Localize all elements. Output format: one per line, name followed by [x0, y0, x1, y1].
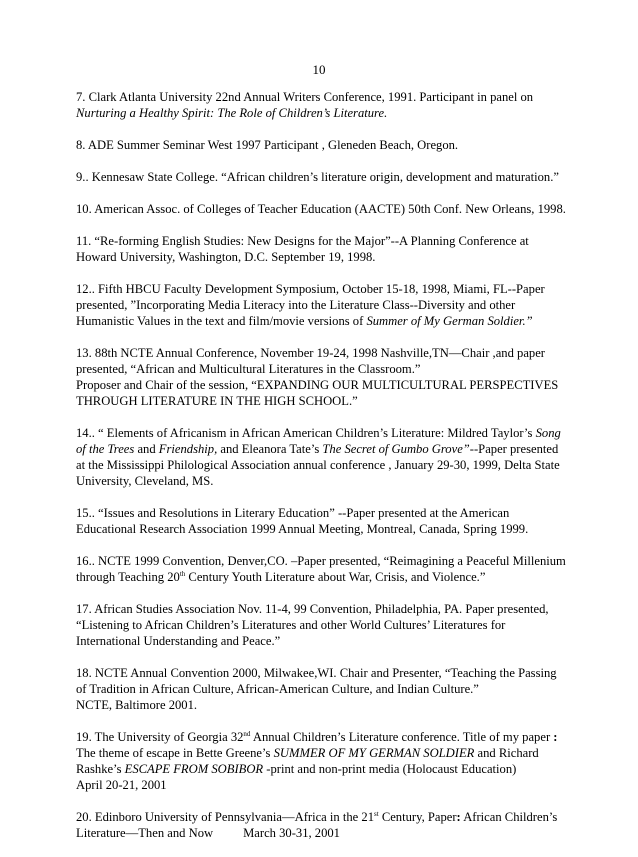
list-item — [76, 89, 566, 121]
text-segment: March 30-31, 2001 — [243, 826, 340, 840]
text-line — [76, 729, 566, 745]
list-item — [76, 201, 566, 217]
text-line — [76, 393, 566, 409]
text-segment: 9.. Kennesaw State College. “African children’s literature origin, development and maturation.” — [76, 170, 559, 184]
list-item — [76, 233, 566, 265]
list-item — [76, 345, 566, 409]
text-segment: presented, ”Incorporating Media Literacy into the Literature Class--Diversity and other — [76, 298, 516, 312]
text-line — [76, 105, 566, 121]
text-segment: 18. NCTE Annual Convention 2000, Milwakee,WI. Chair and Presenter, “Teaching the Passing — [76, 666, 557, 680]
italic-title: of the Trees — [76, 442, 135, 456]
text-line — [76, 233, 566, 249]
text-segment: at the Mississippi Philological Association annual conference , January 29-30, 1999, Delta State — [76, 458, 560, 472]
italic-title: Nurturing a Healthy Spirit: The Role of Children’s Literature. — [76, 106, 388, 120]
text-line — [76, 249, 566, 265]
list-item — [76, 553, 566, 585]
text-segment: of Tradition in African Culture, African-American Culture, and Indian Culture.” — [76, 682, 479, 696]
text-segment: 12.. Fifth HBCU Faculty Development Symposium, October 15-18, 1998, Miami, FL--Paper — [76, 282, 545, 296]
text-segment: International Understanding and Peace.” — [76, 634, 281, 648]
text-line — [76, 345, 566, 361]
superscript: nd — [243, 729, 251, 738]
text-segment: presented, “African and Multicultural Literatures in the Classroom.” — [76, 362, 421, 376]
text-segment: University, Cleveland, MS. — [76, 474, 214, 488]
text-segment: The theme of escape in Bette Greene’s — [76, 746, 274, 760]
list-item — [76, 281, 566, 329]
text-line — [76, 569, 566, 585]
list-item — [76, 169, 566, 185]
text-segment: 14.. “ Elements of Africanism in African American Children’s Literature: Mildred Taylor’s — [76, 426, 536, 440]
text-segment: 13. 88th NCTE Annual Conference, November 19-24, 1998 Nashville,TN—Chair ,and paper — [76, 346, 546, 360]
text-segment: 15.. “Issues and Resolutions in Literary Education” --Paper presented at the American — [76, 506, 510, 520]
text-line — [76, 201, 566, 217]
text-line — [76, 553, 566, 569]
text-line — [76, 809, 566, 825]
text-line — [76, 377, 566, 393]
text-segment: 11. “Re-forming English Studies: New Designs for the Major”--A Planning Conference at — [76, 234, 529, 248]
italic-title: SUMMER OF MY GERMAN SOLDIER — [273, 746, 475, 760]
text-line — [76, 665, 566, 681]
bold-text: : — [553, 730, 558, 744]
superscript: th — [179, 569, 186, 578]
text-segment: 17. African Studies Association Nov. 11-4, 99 Convention, Philadelphia, PA. Paper presented, — [76, 602, 549, 616]
text-segment: Literature—Then and Now — [76, 826, 214, 840]
list-item — [76, 665, 566, 713]
text-line — [76, 681, 566, 697]
text-line — [76, 761, 566, 777]
text-line — [76, 745, 566, 761]
text-segment: 7. Clark Atlanta University 22nd Annual Writers Conference, 1991. Participant in panel on — [76, 90, 534, 104]
page-number: 10 — [312, 62, 326, 77]
list-item — [76, 809, 566, 841]
text-segment: THROUGH LITERATURE IN THE HIGH SCHOOL.” — [76, 394, 358, 408]
text-line — [76, 617, 566, 633]
text-segment: Annual Children’s Literature conference. Title of my paper — [250, 730, 554, 744]
text-segment: Humanistic Values in the text and film/movie versions of — [76, 314, 367, 328]
list-item — [76, 729, 566, 793]
italic-title: Summer of My German Soldier.” — [366, 314, 533, 328]
text-segment: --Paper presented — [469, 442, 559, 456]
text-segment: 19. The University of Georgia 32 — [76, 730, 244, 744]
text-line — [76, 169, 566, 185]
text-line — [76, 361, 566, 377]
text-segment: African Children’s — [460, 810, 558, 824]
bold-text: : — [456, 810, 461, 824]
text-segment: -print and non-print media (Holocaust Education) — [263, 762, 517, 776]
superscript: st — [374, 809, 379, 818]
text-line — [76, 825, 566, 841]
text-line — [76, 777, 566, 793]
text-line — [76, 457, 566, 473]
text-segment: and — [134, 442, 159, 456]
text-segment: NCTE, Baltimore 2001. — [76, 698, 198, 712]
italic-title: Friendship, — [158, 442, 218, 456]
text-line — [76, 473, 566, 489]
text-line — [76, 521, 566, 537]
text-line — [76, 441, 566, 457]
text-segment: 16.. NCTE 1999 Convention, Denver,CO. –Paper presented, “Reimagining a Peaceful Millenium — [76, 554, 566, 568]
text-segment: “Listening to African Children’s Literatures and other World Cultures’ Literatures for — [76, 618, 506, 632]
text-segment: 20. Edinboro University of Pennsylvania—Africa in the 21 — [76, 810, 374, 824]
list-item — [76, 137, 566, 153]
text-segment: Rashke’s — [76, 762, 125, 776]
text-segment: 10. American Assoc. of Colleges of Teacher Education (AACTE) 50th Conf. New Orleans, 1998. — [76, 202, 566, 216]
text-line — [76, 281, 566, 297]
text-segment: Educational Research Association 1999 Annual Meeting, Montreal, Canada, Spring 1999. — [76, 522, 529, 536]
list-item — [76, 601, 566, 649]
text-line — [76, 697, 566, 713]
list-item — [76, 425, 566, 489]
text-line — [76, 633, 566, 649]
text-line — [76, 425, 566, 441]
italic-title: ESCAPE FROM SOBIBOR — [124, 762, 264, 776]
text-segment: and Eleanora Tate’s — [217, 442, 323, 456]
text-line — [76, 297, 566, 313]
text-line — [76, 313, 566, 329]
text-segment: Century, Paper — [378, 810, 457, 824]
presentation-list — [76, 89, 566, 857]
text-line — [76, 601, 566, 617]
italic-title: The Secret of Gumbo Grove” — [322, 442, 470, 456]
text-segment: Century Youth Literature about War, Crisis, and Violence.” — [185, 570, 486, 584]
text-line — [76, 505, 566, 521]
italic-title: Song — [535, 426, 561, 440]
text-line — [76, 137, 566, 153]
text-segment: Howard University, Washington, D.C. September 19, 1998. — [76, 250, 376, 264]
list-item — [76, 505, 566, 537]
text-segment: April 20-21, 2001 — [76, 778, 167, 792]
text-segment: Proposer and Chair of the session, “EXPANDING OUR MULTICULTURAL PERSPECTIVES — [76, 378, 559, 392]
text-segment: and Richard — [474, 746, 539, 760]
text-segment: through Teaching 20 — [76, 570, 180, 584]
text-line — [76, 89, 566, 105]
text-segment: 8. ADE Summer Seminar West 1997 Participant , Gleneden Beach, Oregon. — [76, 138, 459, 152]
